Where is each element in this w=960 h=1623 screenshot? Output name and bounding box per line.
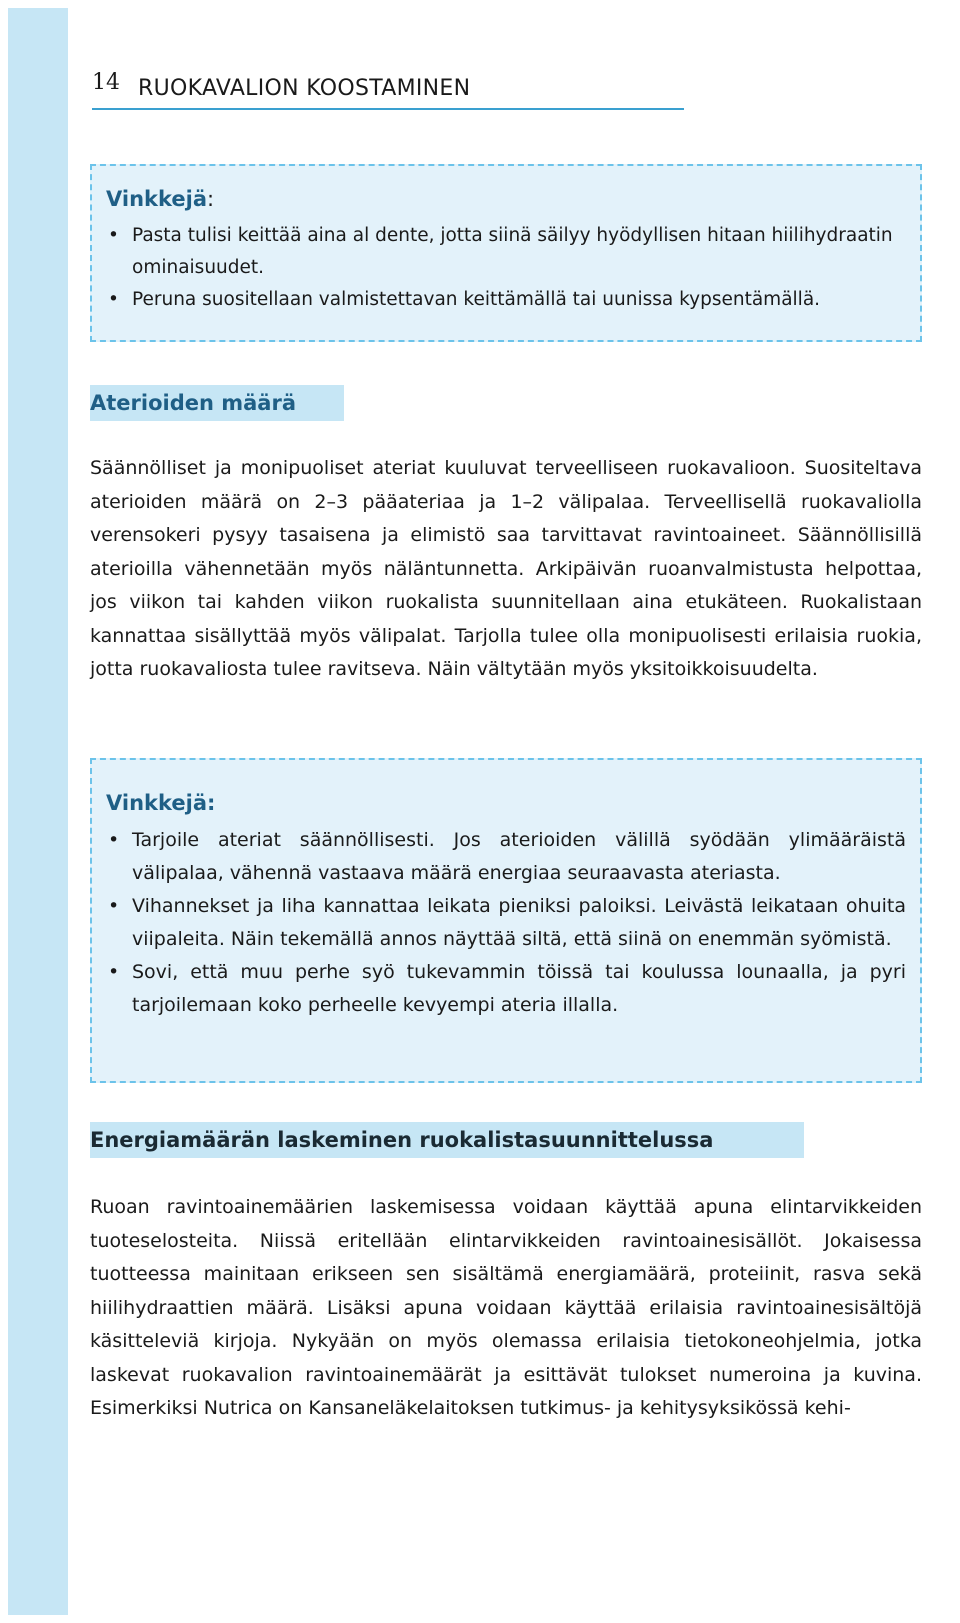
tip-item: • Peruna suositellaan valmistettavan keittämällä tai uunissa kypsentämällä. bbox=[106, 284, 906, 316]
chapter-title: RUOKAVALION KOOSTAMINEN bbox=[138, 76, 471, 101]
tips-heading bbox=[106, 184, 906, 214]
tips-box-1 bbox=[90, 164, 922, 342]
tip-item: • Sovi, että muu perhe syö tukevammin töissä tai koulussa lounaalla, ja pyri tarjoilemaan koko perheelle kevyempi ateria illalla. bbox=[106, 956, 906, 1022]
side-color-band bbox=[8, 8, 68, 1615]
tips-heading: Vinkkejä: bbox=[106, 791, 216, 815]
body-paragraph-meal-count: Säännölliset ja monipuoliset ateriat kuuluvat terveelliseen ruokavalioon. Suositeltava aterioiden määrä on 2–3 pääateriaa ja 1–2 välipalaa. Terveellisellä ruokavaliolla verensokeri pysyy tasaisena ja elimistö saa tarvittavat ravintoaineet. Säännöllisillä aterioilla vähennetään myös näläntunnetta. Arkipäivän ruoanvalmistusta helpottaa, jos viikon tai kahden viikon ruokalista suunnitellaan aina etukäteen. Ruokalistaan kannattaa sisällyttää myös välipalat. Tarjolla tulee olla monipuolisesti erilaisia ruokia, jotta ruokavaliosta tulee ravitseva. Näin vältytään myös yksitoikkoisuudelta. bbox=[90, 457, 922, 680]
tips-box-2 bbox=[90, 758, 922, 1083]
page-header bbox=[92, 66, 684, 110]
tip-item: • Tarjoile ateriat säännöllisesti. Jos aterioiden välillä syödään ylimääräistä välipalaa, vähennä vastaava määrä energiaa seuraavasta ateriasta. bbox=[106, 824, 906, 890]
tip-item: • Vihannekset ja liha kannattaa leikata pieniksi paloiksi. Leivästä leikataan ohuita viipaleita. Näin tekemällä annos näyttää siltä, että siinä on enemmän syömistä. bbox=[106, 890, 906, 956]
section-heading-energy-calculation: Energiamäärän laskeminen ruokalistasuunnittelussa bbox=[90, 1122, 804, 1158]
tips-list bbox=[106, 824, 906, 1022]
tip-item: • Pasta tulisi keittää aina al dente, jotta siinä säilyy hyödyllisen hitaan hiilihydraatin ominaisuudet. bbox=[106, 220, 906, 284]
page-number: 14 bbox=[92, 70, 120, 95]
section-heading-meal-count: Aterioiden määrä bbox=[90, 385, 344, 421]
tips-list bbox=[106, 220, 906, 316]
tips-heading-text: Vinkkejä bbox=[106, 187, 208, 211]
body-paragraph-energy-calculation: Ruoan ravintoainemäärien laskemisessa voidaan käyttää apuna elintarvikkeiden tuoteselosteita. Niissä eritellään elintarvikkeiden ravintoainesisällöt. Jokaisessa tuotteessa mainitaan erikseen sen sisältämä energiamäärä, proteiinit, rasva sekä hiilihydraattien määrä. Lisäksi apuna voidaan käyttää erilaisia ravintoainesisältöjä käsitteleviä kirjoja. Nykyään on myös olemassa erilaisia tietokoneohjelmia, jotka laskevat ruokavalion ravintoainemäärät ja esittävät tulokset numeroina ja kuvina. Esimerkiksi Nutrica on Kansaneläkelaitoksen tutkimus- ja kehitysyksikössä kehi- bbox=[90, 1196, 922, 1419]
tips-heading-colon: : bbox=[207, 187, 215, 211]
